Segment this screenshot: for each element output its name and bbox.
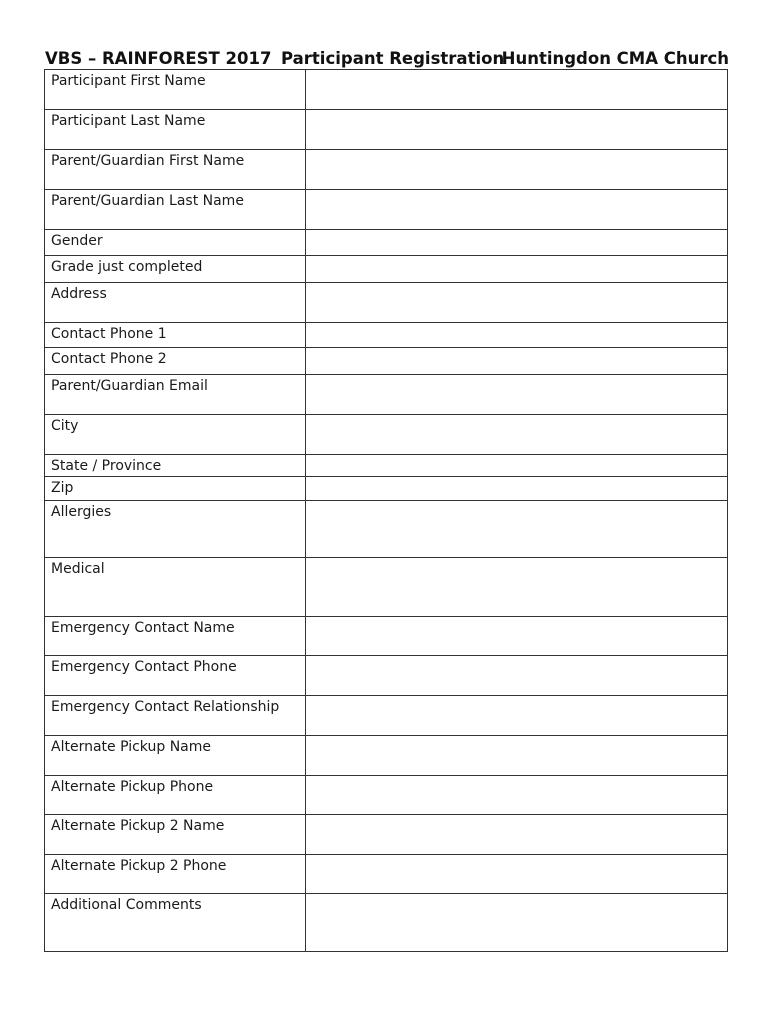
field-value-cell[interactable]: [306, 776, 728, 815]
field-label: Parent/Guardian First Name: [45, 150, 306, 190]
field-value-cell[interactable]: [306, 323, 728, 348]
field-label: Allergies: [45, 501, 306, 558]
field-value-cell[interactable]: [306, 110, 728, 150]
field-value-cell[interactable]: [306, 558, 728, 617]
field-value-cell[interactable]: [306, 70, 728, 110]
field-label: Emergency Contact Name: [45, 617, 306, 656]
form-row: [45, 776, 728, 815]
form-row: [45, 696, 728, 736]
form-row: [45, 348, 728, 375]
form-row: [45, 558, 728, 617]
form-row: [45, 894, 728, 952]
field-label: Contact Phone 2: [45, 348, 306, 375]
form-row: [45, 150, 728, 190]
field-value-cell[interactable]: [306, 617, 728, 656]
form-row: [45, 283, 728, 323]
field-value-cell[interactable]: [306, 190, 728, 230]
field-value-cell[interactable]: [306, 855, 728, 894]
field-label: Participant Last Name: [45, 110, 306, 150]
field-value-cell[interactable]: [306, 230, 728, 256]
form-header: [45, 49, 727, 69]
form-row: [45, 736, 728, 776]
field-label: Emergency Contact Phone: [45, 656, 306, 696]
field-value-cell[interactable]: [306, 348, 728, 375]
field-value-cell[interactable]: [306, 815, 728, 855]
field-label: Parent/Guardian Last Name: [45, 190, 306, 230]
registration-table: [44, 69, 728, 952]
form-row: [45, 617, 728, 656]
form-row: [45, 190, 728, 230]
field-label: Participant First Name: [45, 70, 306, 110]
form-row: [45, 110, 728, 150]
form-row: [45, 375, 728, 415]
field-value-cell[interactable]: [306, 477, 728, 501]
form-row: [45, 656, 728, 696]
field-value-cell[interactable]: [306, 736, 728, 776]
field-label: Contact Phone 1: [45, 323, 306, 348]
field-value-cell[interactable]: [306, 415, 728, 455]
form-row: [45, 415, 728, 455]
form-row: [45, 256, 728, 283]
church-name: Huntingdon CMA Church: [501, 49, 729, 68]
field-value-cell[interactable]: [306, 283, 728, 323]
field-label: Address: [45, 283, 306, 323]
field-value-cell[interactable]: [306, 894, 728, 952]
field-label: Parent/Guardian Email: [45, 375, 306, 415]
field-label: Grade just completed: [45, 256, 306, 283]
form-row: [45, 855, 728, 894]
form-row: [45, 501, 728, 558]
field-label: Alternate Pickup 2 Name: [45, 815, 306, 855]
field-label: Emergency Contact Relationship: [45, 696, 306, 736]
field-label: Additional Comments: [45, 894, 306, 952]
field-value-cell[interactable]: [306, 150, 728, 190]
event-title: VBS – RAINFOREST 2017: [45, 49, 272, 68]
field-value-cell[interactable]: [306, 375, 728, 415]
form-row: [45, 815, 728, 855]
field-value-cell[interactable]: [306, 656, 728, 696]
field-value-cell[interactable]: [306, 256, 728, 283]
form-row: [45, 230, 728, 256]
form-row: [45, 455, 728, 477]
field-label: Alternate Pickup 2 Phone: [45, 855, 306, 894]
field-label: City: [45, 415, 306, 455]
field-label: Zip: [45, 477, 306, 501]
form-row: [45, 323, 728, 348]
field-value-cell[interactable]: [306, 501, 728, 558]
field-label: State / Province: [45, 455, 306, 477]
field-label: Gender: [45, 230, 306, 256]
form-row: [45, 70, 728, 110]
form-title: Participant Registration: [281, 49, 505, 68]
field-label: Medical: [45, 558, 306, 617]
field-label: Alternate Pickup Name: [45, 736, 306, 776]
form-row: [45, 477, 728, 501]
field-value-cell[interactable]: [306, 455, 728, 477]
field-label: Alternate Pickup Phone: [45, 776, 306, 815]
field-value-cell[interactable]: [306, 696, 728, 736]
